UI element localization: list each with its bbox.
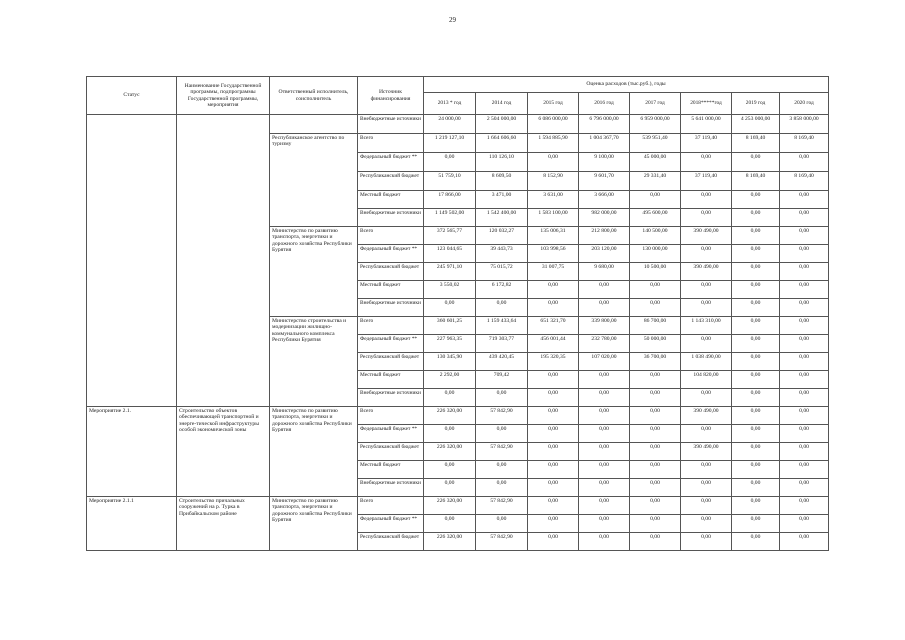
value-cell: 3 471,00 [476,191,528,209]
value-cell: 57 842,90 [476,443,528,461]
value-cell: 8 169,40 [780,134,829,153]
value-cell: 8 152,90 [528,172,579,191]
table-row [87,317,829,335]
value-cell: 37 119,40 [681,134,732,153]
executor-cell: Республиканское агентство по туризму [270,134,358,227]
name-cell: Строительство причальных сооружений на р. Турка в Прибайкальском районе [177,497,270,551]
source-cell: Республиканский бюджет [358,172,424,191]
value-cell: 1 038 490,00 [681,353,732,371]
value-cell: 0,00 [424,479,476,497]
value-cell: 0,00 [579,371,630,389]
value-cell: 0,00 [681,245,732,263]
value-cell: 0,00 [630,389,681,407]
value-cell: 0,00 [780,227,829,245]
value-cell: 0,00 [780,263,829,281]
value-cell: 0,00 [732,227,780,245]
value-cell: 130 345,90 [424,353,476,371]
value-cell: 24 000,00 [424,115,476,134]
value-cell: 0,00 [528,407,579,425]
table-row [87,227,829,245]
value-cell: 456 001,44 [528,335,579,353]
value-cell: 0,00 [732,335,780,353]
source-cell: Федеральный бюджет ** [358,515,424,533]
value-cell: 651 321,70 [528,317,579,335]
value-cell: 0,00 [681,479,732,497]
value-cell: 57 842,90 [476,497,528,515]
value-cell: 123 044,65 [424,245,476,263]
value-cell: 0,00 [681,497,732,515]
value-cell: 0,00 [780,533,829,551]
value-cell: 57 842,90 [476,533,528,551]
value-cell: 0,00 [579,533,630,551]
executor-cell: Министерство по развитию транспорта, энергетики и дорожного хозяйства Республики Бурятия [270,497,358,551]
value-cell: 1 594 885,90 [528,134,579,153]
value-cell: 982 000,00 [579,209,630,227]
value-cell: 110 126,10 [476,153,528,172]
value-cell: 0,00 [780,515,829,533]
value-cell: 0,00 [528,425,579,443]
value-cell: 3 631,00 [528,191,579,209]
value-cell: 0,00 [476,479,528,497]
value-cell: 0,00 [732,389,780,407]
value-cell: 0,00 [424,153,476,172]
value-cell: 17 866,00 [424,191,476,209]
header-year: 2014 год [476,93,528,115]
value-cell: 0,00 [630,425,681,443]
source-cell: Республиканский бюджет [358,533,424,551]
header-year: 2019 год [732,93,780,115]
value-cell: 0,00 [579,461,630,479]
value-cell: 0,00 [732,299,780,317]
source-cell: Всего [358,407,424,425]
value-cell: 36 700,00 [630,353,681,371]
value-cell: 50 000,00 [630,335,681,353]
table-row [87,407,829,425]
source-cell: Внебюджетные источники [358,389,424,407]
value-cell: 232 780,00 [579,335,630,353]
value-cell: 0,00 [528,371,579,389]
status-cell [87,317,177,407]
value-cell: 107 020,00 [579,353,630,371]
value-cell: 0,00 [630,533,681,551]
value-cell: 0,00 [528,533,579,551]
value-cell: 5 641 000,00 [681,115,732,134]
value-cell: 0,00 [579,299,630,317]
value-cell: 0,00 [476,461,528,479]
value-cell: 0,00 [681,191,732,209]
source-cell: Республиканский бюджет [358,443,424,461]
value-cell: 0,00 [528,153,579,172]
value-cell: 0,00 [681,461,732,479]
value-cell: 0,00 [732,153,780,172]
value-cell: 0,00 [681,425,732,443]
source-cell: Внебюджетные источники [358,115,424,134]
value-cell: 0,00 [528,497,579,515]
value-cell: 226 320,00 [424,407,476,425]
value-cell: 0,00 [732,317,780,335]
value-cell: 0,00 [528,389,579,407]
value-cell: 0,00 [732,443,780,461]
name-cell: Строительство объектов обеспечивающей транспортной и энерге-тической инфраструктуры особой экономической зоны [177,407,270,497]
name-cell [177,227,270,317]
value-cell: 0,00 [528,515,579,533]
table-row [87,497,829,515]
value-cell: 0,00 [528,443,579,461]
source-cell: Республиканский бюджет [358,353,424,371]
value-cell: 9 601,70 [579,172,630,191]
value-cell: 0,00 [732,461,780,479]
financing-table [86,76,829,551]
value-cell: 0,00 [424,461,476,479]
value-cell: 2 292,00 [424,371,476,389]
value-cell: 1 583 100,00 [528,209,579,227]
value-cell: 0,00 [780,245,829,263]
value-cell: 9 680,00 [579,263,630,281]
value-cell: 6 172,82 [476,281,528,299]
value-cell: 0,00 [630,461,681,479]
value-cell: 8 609,50 [476,172,528,191]
value-cell: 6 086 000,00 [528,115,579,134]
value-cell: 2 504 000,00 [476,115,528,134]
value-cell: 0,00 [780,353,829,371]
page-number: 29 [449,16,456,24]
value-cell: 0,00 [476,299,528,317]
value-cell: 0,00 [579,443,630,461]
value-cell: 0,00 [732,497,780,515]
value-cell: 0,00 [732,209,780,227]
value-cell: 0,00 [780,371,829,389]
value-cell: 6 796 000,00 [579,115,630,134]
value-cell: 0,00 [528,461,579,479]
value-cell: 0,00 [780,497,829,515]
value-cell: 1 159 433,64 [476,317,528,335]
source-cell: Федеральный бюджет ** [358,245,424,263]
value-cell: 0,00 [630,299,681,317]
value-cell: 0,00 [630,281,681,299]
value-cell: 0,00 [681,533,732,551]
value-cell: 0,00 [780,443,829,461]
value-cell: 1 143 310,00 [681,317,732,335]
value-cell: 0,00 [732,407,780,425]
value-cell: 0,00 [424,299,476,317]
header-status: Статус [87,77,177,115]
value-cell: 0,00 [630,443,681,461]
value-cell: 86 700,00 [630,317,681,335]
table-row [87,134,829,153]
value-cell: 0,00 [780,461,829,479]
value-cell: 0,00 [780,335,829,353]
value-cell: 140 500,00 [630,227,681,245]
source-cell: Всего [358,317,424,335]
source-cell: Местный бюджет [358,191,424,209]
value-cell: 3 858 000,00 [780,115,829,134]
value-cell: 0,00 [579,515,630,533]
value-cell: 8 169,40 [780,172,829,191]
value-cell: 8 169,40 [732,172,780,191]
value-cell: 1 004 367,70 [579,134,630,153]
source-cell: Всего [358,134,424,153]
value-cell: 390 490,00 [681,407,732,425]
source-cell: Всего [358,227,424,245]
value-cell: 0,00 [424,389,476,407]
value-cell: 8 169,40 [732,134,780,153]
value-cell: 31 007,75 [528,263,579,281]
value-cell: 45 000,00 [630,153,681,172]
value-cell: 51 759,10 [424,172,476,191]
value-cell: 0,00 [681,389,732,407]
header-year: 2013 * год [424,93,476,115]
value-cell: 104 820,00 [681,371,732,389]
value-cell: 0,00 [780,281,829,299]
status-cell [87,227,177,317]
value-cell: 75 015,72 [476,263,528,281]
value-cell: 0,00 [630,407,681,425]
header-year: 2015 год [528,93,579,115]
value-cell: 539 951,40 [630,134,681,153]
value-cell: 130 000,00 [630,245,681,263]
value-cell: 0,00 [579,407,630,425]
value-cell: 39 443,73 [476,245,528,263]
value-cell: 226 320,00 [424,443,476,461]
source-cell: Республиканский бюджет [358,263,424,281]
value-cell: 339 800,00 [579,317,630,335]
value-cell: 390 490,00 [681,443,732,461]
header-year: 2016 год [579,93,630,115]
value-cell: 212 800,00 [579,227,630,245]
value-cell: 0,00 [528,299,579,317]
value-cell: 0,00 [780,317,829,335]
value-cell: 0,00 [732,533,780,551]
value-cell: 4 253 000,00 [732,115,780,134]
value-cell: 1 542 400,00 [476,209,528,227]
value-cell: 245 971,10 [424,263,476,281]
value-cell: 37 119,40 [681,172,732,191]
value-cell: 372 565,77 [424,227,476,245]
value-cell: 0,00 [780,209,829,227]
source-cell: Местный бюджет [358,371,424,389]
value-cell: 360 601,25 [424,317,476,335]
executor-cell [270,115,358,134]
value-cell: 0,00 [630,497,681,515]
value-cell: 29 331,40 [630,172,681,191]
table-body [87,115,829,551]
value-cell: 0,00 [681,209,732,227]
value-cell: 120 032,27 [476,227,528,245]
value-cell: 0,00 [780,479,829,497]
value-cell: 0,00 [476,515,528,533]
source-cell: Федеральный бюджет ** [358,335,424,353]
value-cell: 135 006,31 [528,227,579,245]
value-cell: 0,00 [732,191,780,209]
status-cell [87,134,177,227]
source-cell: Всего [358,497,424,515]
value-cell: 0,00 [579,479,630,497]
name-cell [177,317,270,407]
value-cell: 0,00 [681,515,732,533]
header-name: Наименование Государственной программы, подпрограммы Государственной программы, мероприятия [177,77,270,115]
value-cell: 226 320,00 [424,497,476,515]
value-cell: 0,00 [780,299,829,317]
source-cell: Местный бюджет [358,281,424,299]
executor-cell: Министерство строительства и модернизации жилищно-коммунального комплекса Республики Бурятия [270,317,358,407]
value-cell: 57 842,90 [476,407,528,425]
value-cell: 1 664 606,60 [476,134,528,153]
value-cell: 0,00 [528,281,579,299]
source-cell: Внебюджетные источники [358,299,424,317]
status-cell: Мероприятие 2.1. [87,407,177,497]
status-cell: Мероприятие 2.1.1 [87,497,177,551]
value-cell: 203 120,00 [579,245,630,263]
executor-cell: Министерство по развитию транспорта, энергетики и дорожного хозяйства Республики Бурятия [270,227,358,317]
header-costs: Оценка расходов (тыс.руб.), годы [424,77,829,93]
header-executor: Ответственный исполнитель, соисполнитель [270,77,358,115]
value-cell: 390 490,00 [681,263,732,281]
value-cell: 0,00 [630,515,681,533]
value-cell: 0,00 [732,479,780,497]
name-cell [177,115,270,134]
value-cell: 10 500,00 [630,263,681,281]
value-cell: 0,00 [630,371,681,389]
value-cell: 0,00 [630,479,681,497]
value-cell: 0,00 [476,389,528,407]
value-cell: 709,42 [476,371,528,389]
value-cell: 0,00 [681,299,732,317]
value-cell: 495 600,00 [630,209,681,227]
source-cell: Федеральный бюджет ** [358,425,424,443]
value-cell: 439 420,45 [476,353,528,371]
table-row [87,115,829,134]
value-cell: 103 998,56 [528,245,579,263]
header-year: 2020 год [780,93,829,115]
value-cell: 0,00 [579,389,630,407]
value-cell: 0,00 [732,245,780,263]
value-cell: 0,00 [780,191,829,209]
value-cell: 0,00 [780,425,829,443]
value-cell: 0,00 [732,371,780,389]
value-cell: 226 320,00 [424,533,476,551]
value-cell: 0,00 [780,153,829,172]
header-year: 2018*****год [681,93,732,115]
value-cell: 0,00 [579,497,630,515]
header-source: Источник финансирования [358,77,424,115]
value-cell: 0,00 [681,335,732,353]
value-cell: 9 100,00 [579,153,630,172]
source-cell: Местный бюджет [358,461,424,479]
status-cell [87,115,177,134]
value-cell: 0,00 [630,191,681,209]
source-cell: Внебюджетные источники [358,209,424,227]
value-cell: 0,00 [579,281,630,299]
value-cell: 0,00 [528,479,579,497]
source-cell: Федеральный бюджет ** [358,153,424,172]
source-cell: Внебюджетные источники [358,479,424,497]
value-cell: 3 550,02 [424,281,476,299]
name-cell [177,134,270,227]
value-cell: 0,00 [732,281,780,299]
value-cell: 0,00 [780,407,829,425]
value-cell: 6 959 000,00 [630,115,681,134]
value-cell: 0,00 [732,353,780,371]
value-cell: 0,00 [780,389,829,407]
value-cell: 0,00 [681,153,732,172]
value-cell: 0,00 [681,281,732,299]
value-cell: 0,00 [732,425,780,443]
executor-cell: Министерство по развитию транспорта, энергетики и дорожного хозяйства Республики Бурятия [270,407,358,497]
value-cell: 0,00 [424,515,476,533]
value-cell: 195 320,35 [528,353,579,371]
value-cell: 227 963,35 [424,335,476,353]
value-cell: 390 490,00 [681,227,732,245]
value-cell: 0,00 [424,425,476,443]
value-cell: 719 303,77 [476,335,528,353]
header-year: 2017 год [630,93,681,115]
value-cell: 3 666,00 [579,191,630,209]
value-cell: 0,00 [579,425,630,443]
value-cell: 1 149 502,00 [424,209,476,227]
value-cell: 0,00 [476,425,528,443]
value-cell: 0,00 [732,263,780,281]
value-cell: 0,00 [732,515,780,533]
value-cell: 1 219 127,10 [424,134,476,153]
